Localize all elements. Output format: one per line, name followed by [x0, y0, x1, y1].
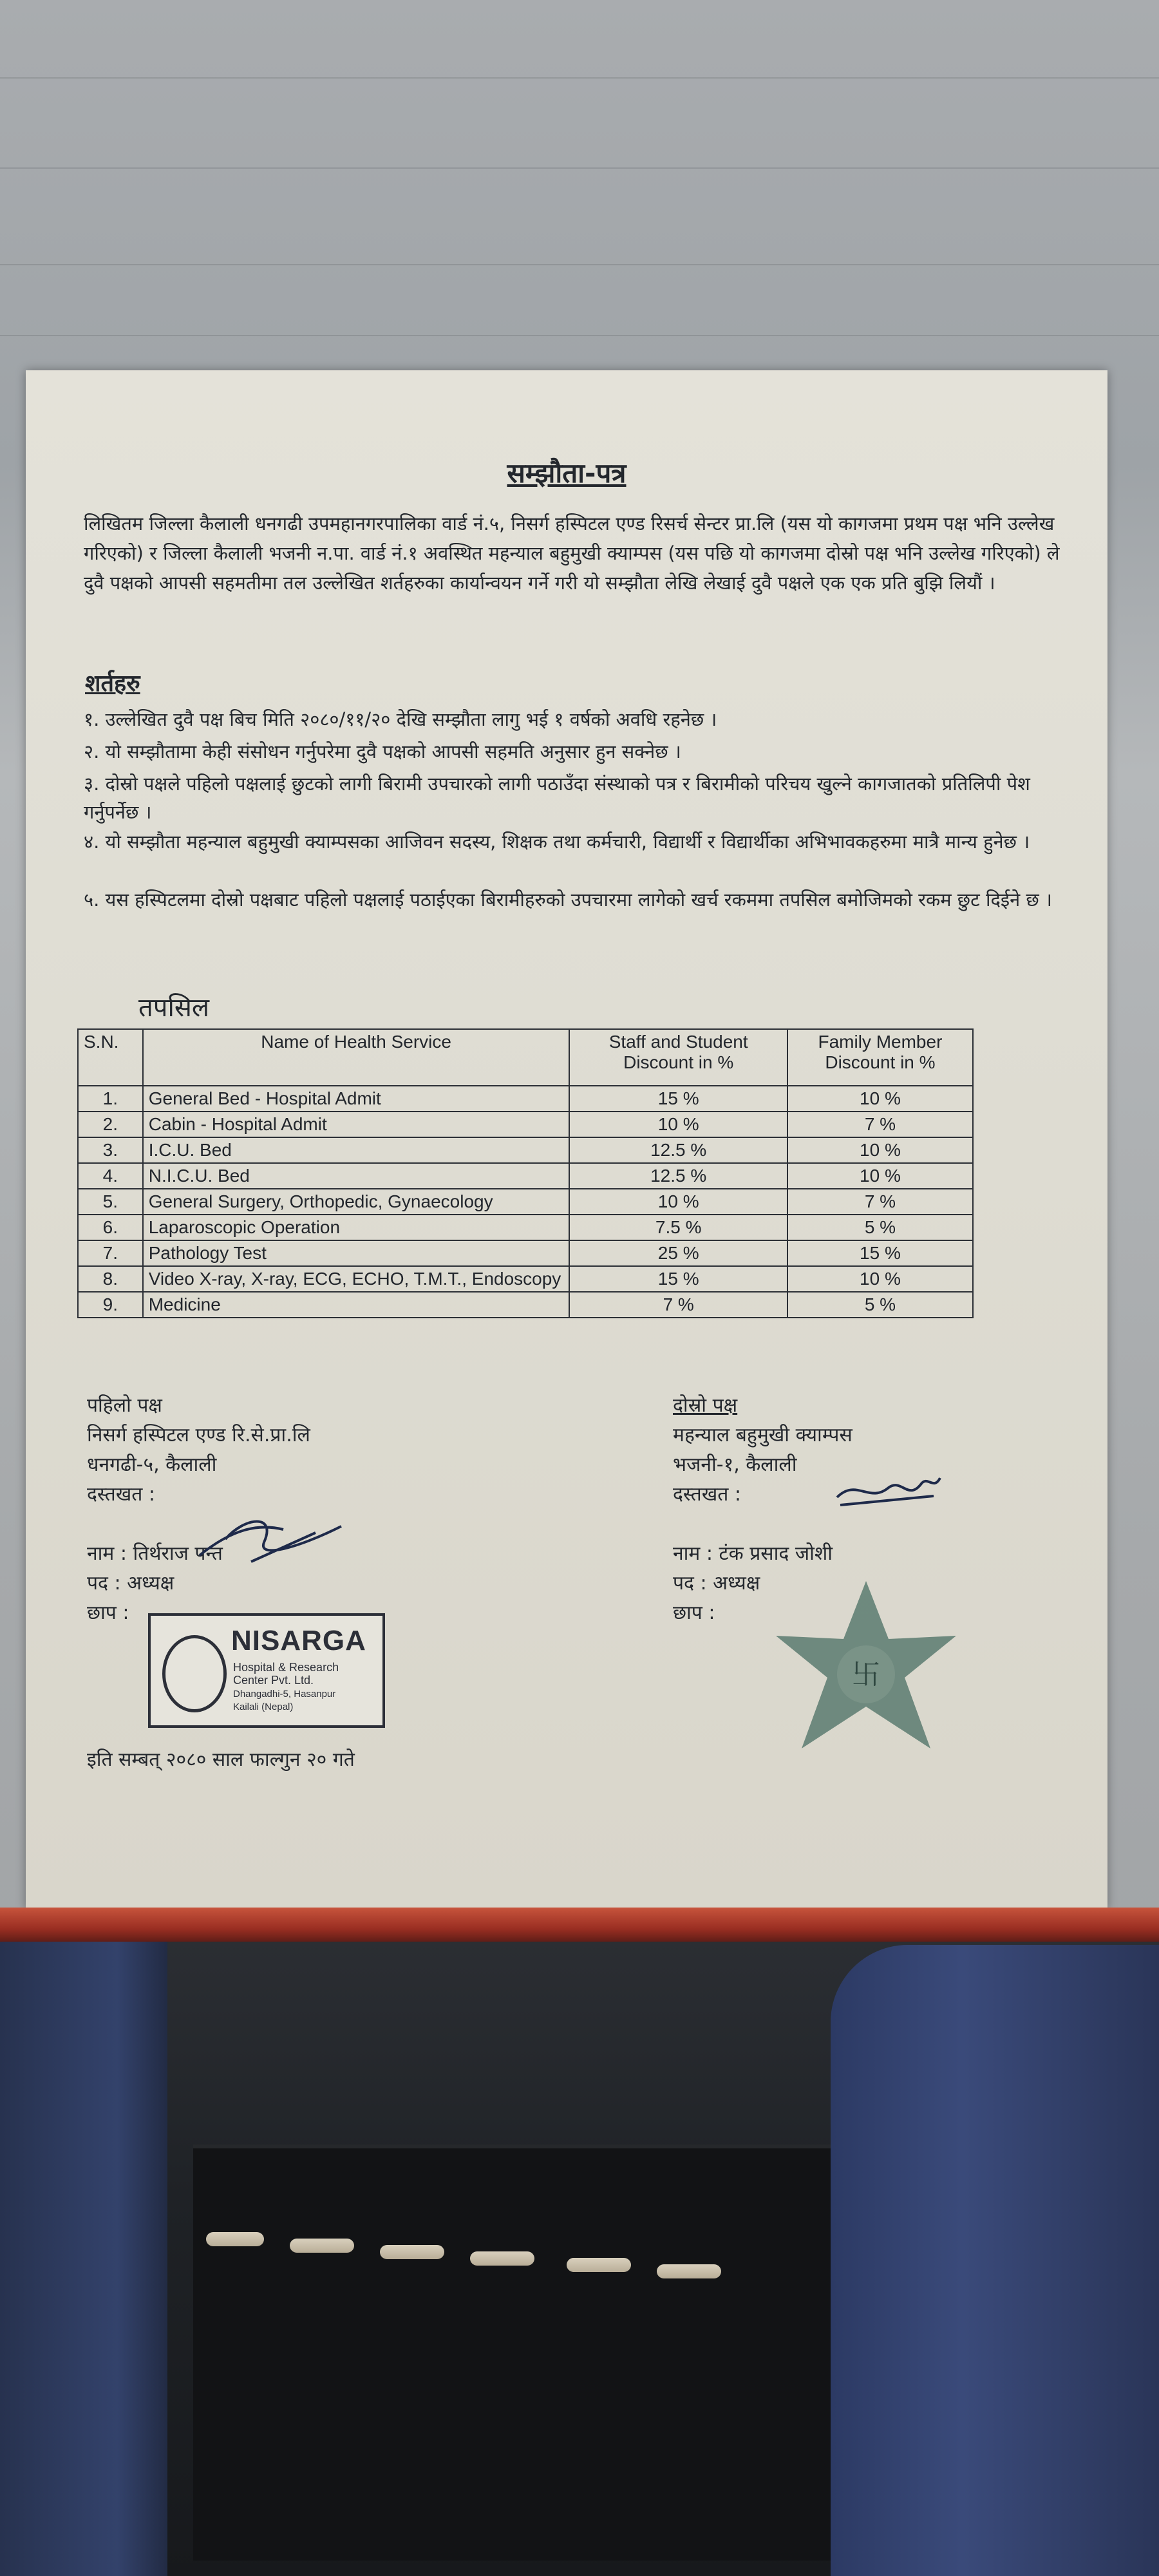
row-service: I.C.U. Bed: [143, 1137, 570, 1163]
logo-line-1: Hospital & Research: [233, 1661, 339, 1674]
nisarga-stamp-logo: [148, 1613, 385, 1728]
row-sn: 1.: [78, 1086, 143, 1112]
row-sn: 7.: [78, 1240, 143, 1266]
conditions-heading: शर्तहरु: [85, 670, 140, 697]
logo-line-4: Kailali (Nepal): [233, 1701, 294, 1712]
row-family-discount: 7 %: [787, 1189, 973, 1215]
table-header-row: [78, 1029, 973, 1086]
row-staff-discount: 7.5 %: [569, 1215, 787, 1240]
row-staff-discount: 7 %: [569, 1292, 787, 1318]
first-party-org: निसर्ग हस्पिटल एण्ड रि.से.प्रा.लि: [87, 1424, 310, 1446]
cloth-right: [831, 1945, 1159, 2576]
row-service: General Surgery, Orthopedic, Gynaecology: [143, 1189, 570, 1215]
second-party-org: महन्याल बहुमुखी क्याम्पस: [673, 1424, 853, 1446]
table-row: [78, 1215, 973, 1240]
row-family-discount: 10 %: [787, 1163, 973, 1189]
header-sn: S.N.: [78, 1029, 143, 1086]
first-party-signature-label: दस्तखत :: [87, 1483, 155, 1506]
row-sn: 3.: [78, 1137, 143, 1163]
table-row: [78, 1189, 973, 1215]
header-staff-discount: Staff and Student Discount in %: [569, 1029, 787, 1086]
row-family-discount: 10 %: [787, 1137, 973, 1163]
table-row: [78, 1112, 973, 1137]
header-service: Name of Health Service: [143, 1029, 570, 1086]
logo-line-2: Center Pvt. Ltd.: [233, 1674, 314, 1687]
first-party-heading: पहिलो पक्ष: [87, 1394, 162, 1417]
row-family-discount: 10 %: [787, 1086, 973, 1112]
condition-5: ५. यस हस्पिटलमा दोस्रो पक्षबाट पहिलो पक्षलाई पठाईएका बिरामीहरुको उपचारमा लागेको खर्च रकममा तपसिल बमोजिमको रकम छुट दिईने छ ।: [84, 889, 1052, 911]
row-service: Pathology Test: [143, 1240, 570, 1266]
row-sn: 5.: [78, 1189, 143, 1215]
second-party-stamp-label: छाप :: [673, 1602, 715, 1624]
nisarga-emblem-icon: [162, 1635, 227, 1712]
intro-paragraph: लिखितम जिल्ला कैलाली धनगढी उपमहानगरपालिका वार्ड नं.५, निसर्ग हस्पिटल एण्ड रिसर्च सेन्टर प्रा.लि (यस यो कागजमा प्रथम पक्ष भनि उल्लेख गरिएको) र जिल्ला कैलाली भजनी न.पा. वार्ड नं.१ अवस्थित महन्याल बहुमुखी क्याम्पस (यस पछि यो कागजमा दोस्रो पक्ष भनि उल्लेख गरिएको) ले दुवै पक्षको आपसी सहमतीमा तल उल्लेखित शर्तहरुका कार्यान्वयन गर्ने गरी यो सम्झौता लेखि लेखाई दुवै पक्षले एक एक प्रति बुझि लियौं ।: [84, 513, 1060, 594]
second-party-post: पद : अध्यक्ष: [673, 1572, 760, 1595]
first-party-stamp-label: छाप :: [87, 1602, 129, 1624]
row-family-discount: 15 %: [787, 1240, 973, 1266]
second-party-address: भजनी-१, कैलाली: [673, 1454, 797, 1476]
table-row: [78, 1163, 973, 1189]
desk-edge: [0, 1908, 1159, 1943]
discount-table: [77, 1028, 974, 1318]
row-staff-discount: 12.5 %: [569, 1163, 787, 1189]
logo-name: NISARGA: [231, 1625, 366, 1656]
second-party-signature-label: दस्तखत :: [673, 1483, 741, 1506]
row-staff-discount: 15 %: [569, 1086, 787, 1112]
condition-1: १. उल्लेखित दुवै पक्ष बिच मिति २०८०/११/२० देखि सम्झौता लागु भई १ वर्षको अवधि रहनेछ ।: [84, 708, 717, 730]
second-party-heading: दोस्रो पक्ष: [673, 1394, 738, 1417]
row-sn: 9.: [78, 1292, 143, 1318]
row-staff-discount: 12.5 %: [569, 1137, 787, 1163]
first-party-signature: [187, 1504, 354, 1575]
row-service: Video X-ray, X-ray, ECG, ECHO, T.M.T., Endoscopy: [143, 1266, 570, 1292]
row-service: N.I.C.U. Bed: [143, 1163, 570, 1189]
chair-back: [193, 2145, 850, 2561]
row-staff-discount: 10 %: [569, 1112, 787, 1137]
second-party-name: नाम : टंक प्रसाद जोशी: [673, 1542, 833, 1565]
row-family-discount: 10 %: [787, 1266, 973, 1292]
condition-2: २. यो सम्झौतामा केही संसोधन गर्नुपरेमा दुवै पक्षको आपसी सहमति अनुसार हुन सक्नेछ ।: [84, 741, 681, 762]
row-sn: 6.: [78, 1215, 143, 1240]
row-service: Cabin - Hospital Admit: [143, 1112, 570, 1137]
row-sn: 4.: [78, 1163, 143, 1189]
table-row: [78, 1086, 973, 1112]
table-row: [78, 1137, 973, 1163]
agreement-paper: [26, 370, 1107, 1909]
svg-text:卐: 卐: [852, 1658, 880, 1691]
document-title: सम्झौता-पत्र: [507, 457, 627, 489]
header-family-discount: Family Member Discount in %: [787, 1029, 973, 1086]
row-sn: 8.: [78, 1266, 143, 1292]
row-service: Laparoscopic Operation: [143, 1215, 570, 1240]
row-family-discount: 5 %: [787, 1215, 973, 1240]
row-staff-discount: 10 %: [569, 1189, 787, 1215]
condition-4: ४. यो सम्झौता महन्याल बहुमुखी क्याम्पसका आजिवन सदस्य, शिक्षक तथा कर्मचारी, विद्यार्थी र विद्यार्थीका अभिभावकहरुमा मात्रै मान्य हुनेछ ।: [84, 831, 1030, 853]
row-staff-discount: 25 %: [569, 1240, 787, 1266]
date-line: इति सम्बत् २०८० साल फाल्गुन २० गते: [87, 1748, 355, 1771]
table-row: [78, 1266, 973, 1292]
row-family-discount: 7 %: [787, 1112, 973, 1137]
cloth-left: [0, 1942, 167, 2576]
row-staff-discount: 15 %: [569, 1266, 787, 1292]
row-sn: 2.: [78, 1112, 143, 1137]
row-family-discount: 5 %: [787, 1292, 973, 1318]
condition-3: ३. दोस्रो पक्षले पहिलो पक्षलाई छुटको लागी बिरामी उपचारको लागी पठाउँदा संस्थाको पत्र र बिरामीको परिचय खुल्ने कागजातको प्रतिलिपी पेश गर्नुपर्नेछ ।: [84, 773, 1030, 823]
second-party-signature: [831, 1465, 947, 1517]
table-row: [78, 1240, 973, 1266]
table-row: [78, 1292, 973, 1318]
row-service: Medicine: [143, 1292, 570, 1318]
first-party-post: पद : अध्यक्ष: [87, 1572, 174, 1595]
campus-star-stamp: [763, 1575, 969, 1768]
schedule-heading: तपसिल: [138, 993, 210, 1023]
logo-line-3: Dhangadhi-5, Hasanpur: [233, 1689, 336, 1700]
first-party-name: नाम : तिर्थराज पन्त: [87, 1542, 223, 1565]
row-service: General Bed - Hospital Admit: [143, 1086, 570, 1112]
first-party-address: धनगढी-५, कैलाली: [87, 1454, 217, 1476]
